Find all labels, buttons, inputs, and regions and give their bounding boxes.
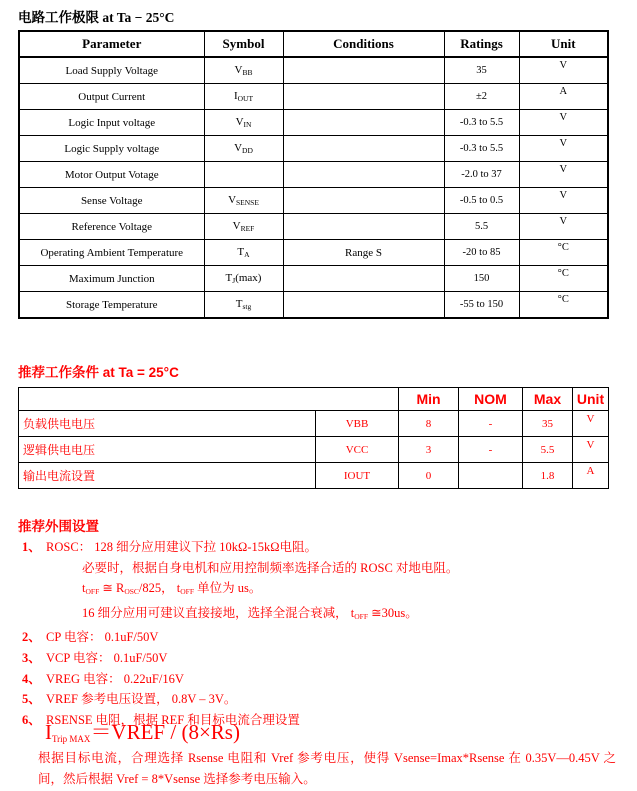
section-title-zh: 推荐工作条件 — [18, 365, 99, 380]
current-formula: $I_{Trip MAX}=VREF / (8\times Rs)$ — [45, 720, 240, 744]
note-paragraph: 根据目标电流，合理选择 Rsense 电阻和 Vref 参考电压，使得 Vsense=Imax*Rsense 在 0.35V—0.45V 之间，然后根据 Vref = 8*Vsense 选择参考电压输入。 — [38, 751, 616, 786]
table-row — [19, 84, 608, 110]
cell-name: 输出电流设置 — [19, 463, 316, 489]
table-row — [19, 292, 608, 319]
list-item-number: 4、 — [22, 671, 41, 686]
peripheral-settings-title: 推荐外围设置 — [18, 519, 99, 534]
cell-unit: V — [573, 411, 609, 437]
cell-symbol: $V_{REF}$ — [204, 214, 283, 240]
cell-ratings: 5.5 — [444, 214, 519, 240]
list-item-1 — [22, 537, 622, 558]
list-item-text: VREF 参考电压设置， 0.8V – 3V。 — [46, 692, 237, 707]
cell-symbol: $T_{stg}$ — [204, 292, 283, 319]
cell-parameter: Maximum Junction — [19, 266, 204, 292]
cell-ratings: -0.5 to 0.5 — [444, 188, 519, 214]
list-item-text: RSENSE 电阻，根据 REF 和目标电流合理设置 — [46, 712, 300, 727]
table-row — [19, 110, 608, 136]
column-header-max: Max — [523, 388, 573, 411]
cell-nom — [459, 463, 523, 489]
table-row — [19, 463, 609, 489]
table-row — [19, 214, 608, 240]
cell-parameter: Sense Voltage — [19, 188, 204, 214]
cell-symbol: $V_{DD}$ — [204, 136, 283, 162]
cell-min: 3 — [399, 437, 459, 463]
cell-symbol: VCC — [316, 437, 399, 463]
column-header-unit: Unit — [573, 388, 609, 411]
cell-unit: V — [573, 437, 609, 463]
column-header-nom: NOM — [459, 388, 523, 411]
list-item-number: 3、 — [22, 650, 41, 665]
column-header-conditions: Conditions — [283, 31, 444, 57]
cell-ratings: 150 — [444, 266, 519, 292]
cell-symbol: VBB — [316, 411, 399, 437]
list-item-text: CP 电容： 0.1uF/50V — [46, 630, 159, 645]
column-header-min: Min — [399, 388, 459, 411]
cell-ratings: -2.0 to 37 — [444, 162, 519, 188]
cell-ratings: -55 to 150 — [444, 292, 519, 319]
cell-symbol: $V_{SENSE}$ — [204, 188, 283, 214]
abs-max-table — [18, 30, 609, 319]
cell-symbol: $I_{OUT}$ — [204, 84, 283, 110]
cell-ratings: ±2 — [444, 84, 519, 110]
cell-conditions — [283, 266, 444, 292]
table-header-row — [19, 388, 609, 411]
cell-unit: V — [519, 136, 608, 162]
section-title-zh: 电路工作极限 — [18, 10, 99, 25]
cell-nom: - — [459, 411, 523, 437]
list-item-1-line4: 16 细分应用可建议直接接地，选择全混合衰减， $t_{OFF}$ ≅30us。 — [82, 605, 418, 621]
cell-symbol — [204, 162, 283, 188]
list-item-text: VCP 电容： 0.1uF/50V — [46, 650, 168, 665]
column-header-ratings: Ratings — [444, 31, 519, 57]
cell-ratings: 35 — [444, 57, 519, 84]
recommended-conditions-title — [18, 361, 179, 381]
list-item-3 — [22, 648, 622, 669]
list-item-text: 必要时，根据自身电机和应用控制频率选择合适的 ROSC 对地电阻。 — [82, 560, 459, 575]
table-row — [19, 188, 608, 214]
cell-symbol: $T_A$ — [204, 240, 283, 266]
cell-parameter: Storage Temperature — [19, 292, 204, 319]
cell-symbol: IOUT — [316, 463, 399, 489]
cell-max: 35 — [523, 411, 573, 437]
cell-unit: A — [519, 84, 608, 110]
cell-parameter: Load Supply Voltage — [19, 57, 204, 84]
cell-unit: °C — [519, 292, 608, 319]
table-row — [19, 240, 608, 266]
table-row — [19, 437, 609, 463]
table-row — [19, 266, 608, 292]
cell-conditions — [283, 136, 444, 162]
list-item-2 — [22, 627, 622, 648]
table-row — [19, 411, 609, 437]
list-item-number: 6、 — [22, 712, 41, 727]
column-header-parameter: Parameter — [19, 31, 204, 57]
list-item-text: ROSC： 128 细分应用建议下拉 10kΩ-15kΩ电阻。 — [46, 540, 318, 554]
cell-unit: V — [519, 162, 608, 188]
list-item-4 — [22, 669, 622, 690]
cell-ratings: -0.3 to 5.5 — [444, 136, 519, 162]
cell-max: 5.5 — [523, 437, 573, 463]
cell-name: 逻辑供电电压 — [19, 437, 316, 463]
cell-symbol: $T_J(\max)$ — [204, 266, 283, 292]
list-item-5 — [22, 689, 622, 710]
column-header-symbol: Symbol — [204, 31, 283, 57]
cell-unit: V — [519, 110, 608, 136]
cell-parameter: Logic Input voltage — [19, 110, 204, 136]
table-row — [19, 57, 608, 84]
table-row — [19, 136, 608, 162]
cell-conditions — [283, 110, 444, 136]
cell-conditions — [283, 162, 444, 188]
cell-min: 8 — [399, 411, 459, 437]
list-item-1-line3: $t_{OFF}$ ≅ $R_{OSC}/825$， $t_{OFF}$ 单位为 us。 — [82, 581, 262, 597]
cell-unit: °C — [519, 240, 608, 266]
peripheral-settings-list — [22, 537, 622, 730]
cell-ratings: -20 to 85 — [444, 240, 519, 266]
cell-symbol: $V_{IN}$ — [204, 110, 283, 136]
cell-nom: - — [459, 437, 523, 463]
cell-symbol: $V_{BB}$ — [204, 57, 283, 84]
cell-conditions — [283, 214, 444, 240]
cell-conditions — [283, 292, 444, 319]
cell-parameter: Motor Output Votage — [19, 162, 204, 188]
cell-unit: V — [519, 57, 608, 84]
cell-max: 1.8 — [523, 463, 573, 489]
cell-parameter: Logic Supply voltage — [19, 136, 204, 162]
cell-conditions: Range S — [283, 240, 444, 266]
cell-ratings: -0.3 to 5.5 — [444, 110, 519, 136]
cell-min: 0 — [399, 463, 459, 489]
list-item-1-line2 — [22, 558, 622, 579]
cell-unit: V — [519, 188, 608, 214]
list-item-text: VREG 电容： 0.22uF/16V — [46, 671, 184, 686]
cell-conditions — [283, 84, 444, 110]
table-header-row — [19, 31, 608, 57]
cell-conditions — [283, 57, 444, 84]
cell-conditions — [283, 188, 444, 214]
cell-parameter: Operating Ambient Temperature — [19, 240, 204, 266]
cell-unit: V — [519, 214, 608, 240]
abs-max-section-title — [18, 6, 174, 26]
cell-unit: A — [573, 463, 609, 489]
cell-name: 负载供电电压 — [19, 411, 316, 437]
column-header-unit: Unit — [519, 31, 608, 57]
list-item-number: 5、 — [22, 692, 41, 707]
recommended-conditions-table — [18, 387, 609, 489]
section-title-en: at Ta − 25°C — [102, 10, 175, 25]
cell-parameter: Reference Voltage — [19, 214, 204, 240]
section-title-en: at Ta = 25°C — [102, 365, 179, 380]
list-item-number: 1、 — [22, 540, 41, 554]
column-header-blank — [19, 388, 399, 411]
cell-unit: °C — [519, 266, 608, 292]
table-row — [19, 162, 608, 188]
list-item-number: 2、 — [22, 630, 41, 645]
cell-parameter: Output Current — [19, 84, 204, 110]
